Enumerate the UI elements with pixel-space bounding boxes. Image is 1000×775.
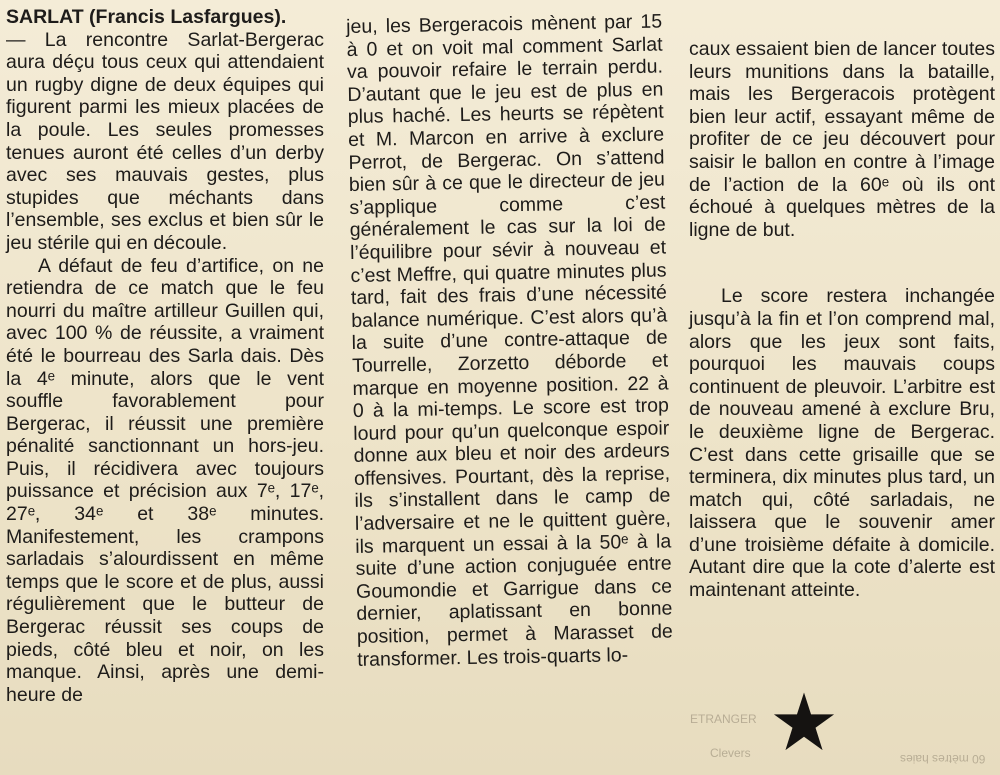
lead-text: — La rencontre Sarlat-Bergerac aura déçu tous ceux qui attendaient un rugby digne de deux équipes qui figurent parmi les mieux placées de la poule. Les seules promesses tenues auront été celles d’un derby avec ses mauvais gestes, plus stupides que méchants dans l’ensemble, ses exclus et bien sûr le jeu stérile qui en découle.: [6, 28, 324, 254]
star-icon: [772, 690, 836, 754]
bleed-through-text: Clevers: [710, 746, 751, 760]
bleed-through-text: 60 mètres haies: [900, 752, 986, 766]
bleed-through-text: ETRANGER: [690, 712, 757, 726]
paragraph: caux essaient bien de lancer toutes leurs munitions dans la bataille, mais les Bergeracois protègent bien leur actif, essayant même de profiter de ce jeu découvert pour saisir le ballon en contre à l’image de l’action de la 60ᵉ où ils ont échoué à quelques mètres de la ligne de but.: [689, 38, 995, 241]
paragraph-lead: [6, 6, 324, 255]
article-column-2: [346, 10, 673, 671]
article-column-1: [6, 6, 324, 706]
article-dateline: SARLAT (Francis Lasfargues).: [6, 6, 287, 28]
paragraph: Le score restera inchangée jusqu’à la fin et l’on comprend mal, alors que les jeux sont faits, pourquoi les mauvais coups continuent de pleuvoir. L’arbitre est de nouveau amené à exclure Bru, le deuxième ligne de Bergerac. C’est dans cette grisaille que se terminera, dix minutes plus tard, un match qui, côté sarladais, ne laissera que le souvenir amer d’une troisième défaite à domicile. Autant dire que la cote d’alerte est maintenant atteinte.: [689, 285, 995, 602]
article-column-3: [689, 38, 995, 602]
paragraph: A défaut de feu d’artifice, on ne retiendra de ce match que le feu nourri du maître artilleur Guillen qui, avec 100 % de réussite, a vraiment été le bourreau des Sarla dais. Dès la 4ᵉ minute, alors que le vent souffle favorablement pour Bergerac, il réussit une première pénalité sanctionnant un hors-jeu. Puis, il récidivera avec toujours puissance et précision aux 7ᵉ, 17ᵉ, 27ᵉ, 34ᵉ et 38ᵉ minutes. Manifestement, les crampons sarladais s’alourdissent en même temps que le score et de plus, aussi régulièrement que le butteur de Bergerac réussit ses coups de pieds, côté bleu et noir, on les manque. Ainsi, après une demi-heure de: [6, 254, 324, 706]
paragraph: jeu, les Bergeracois mènent par 15 à 0 et on voit mal comment Sarlat va pouvoir refaire le terrain perdu. D’autant que le jeu est de plus en plus haché. Les heurts se répètent et M. Marcon en arrive à exclure Perrot, de Bergerac. On s’attend bien sûr à ce que le directeur de jeu s’applique comme c’est généralement le cas sur la loi de l’équilibre pour sévir à nouveau et c’est Meffre, qui quatre minutes plus tard, fait des frais d’une nécessité balance numérique. C’est alors qu’à la suite d’une contre-attaque de Tourrelle, Zorzetto déborde et marque en moyenne position. 22 à 0 à la mi-temps. Le score est trop lourd pour qu’un quelconque espoir donne aux bleu et noir des ardeurs offensives. Pourtant, dès la reprise, ils s’installent dans le camp de l’adversaire et ne le quittent guère, ils marquent un essai à la 50ᵉ à la suite d’une action conjuguée entre Goumondie et Garrigue dans ce dernier, aplatissant en bonne position, permet à Marasset de transformer. Les trois-quarts lo-: [346, 10, 673, 671]
